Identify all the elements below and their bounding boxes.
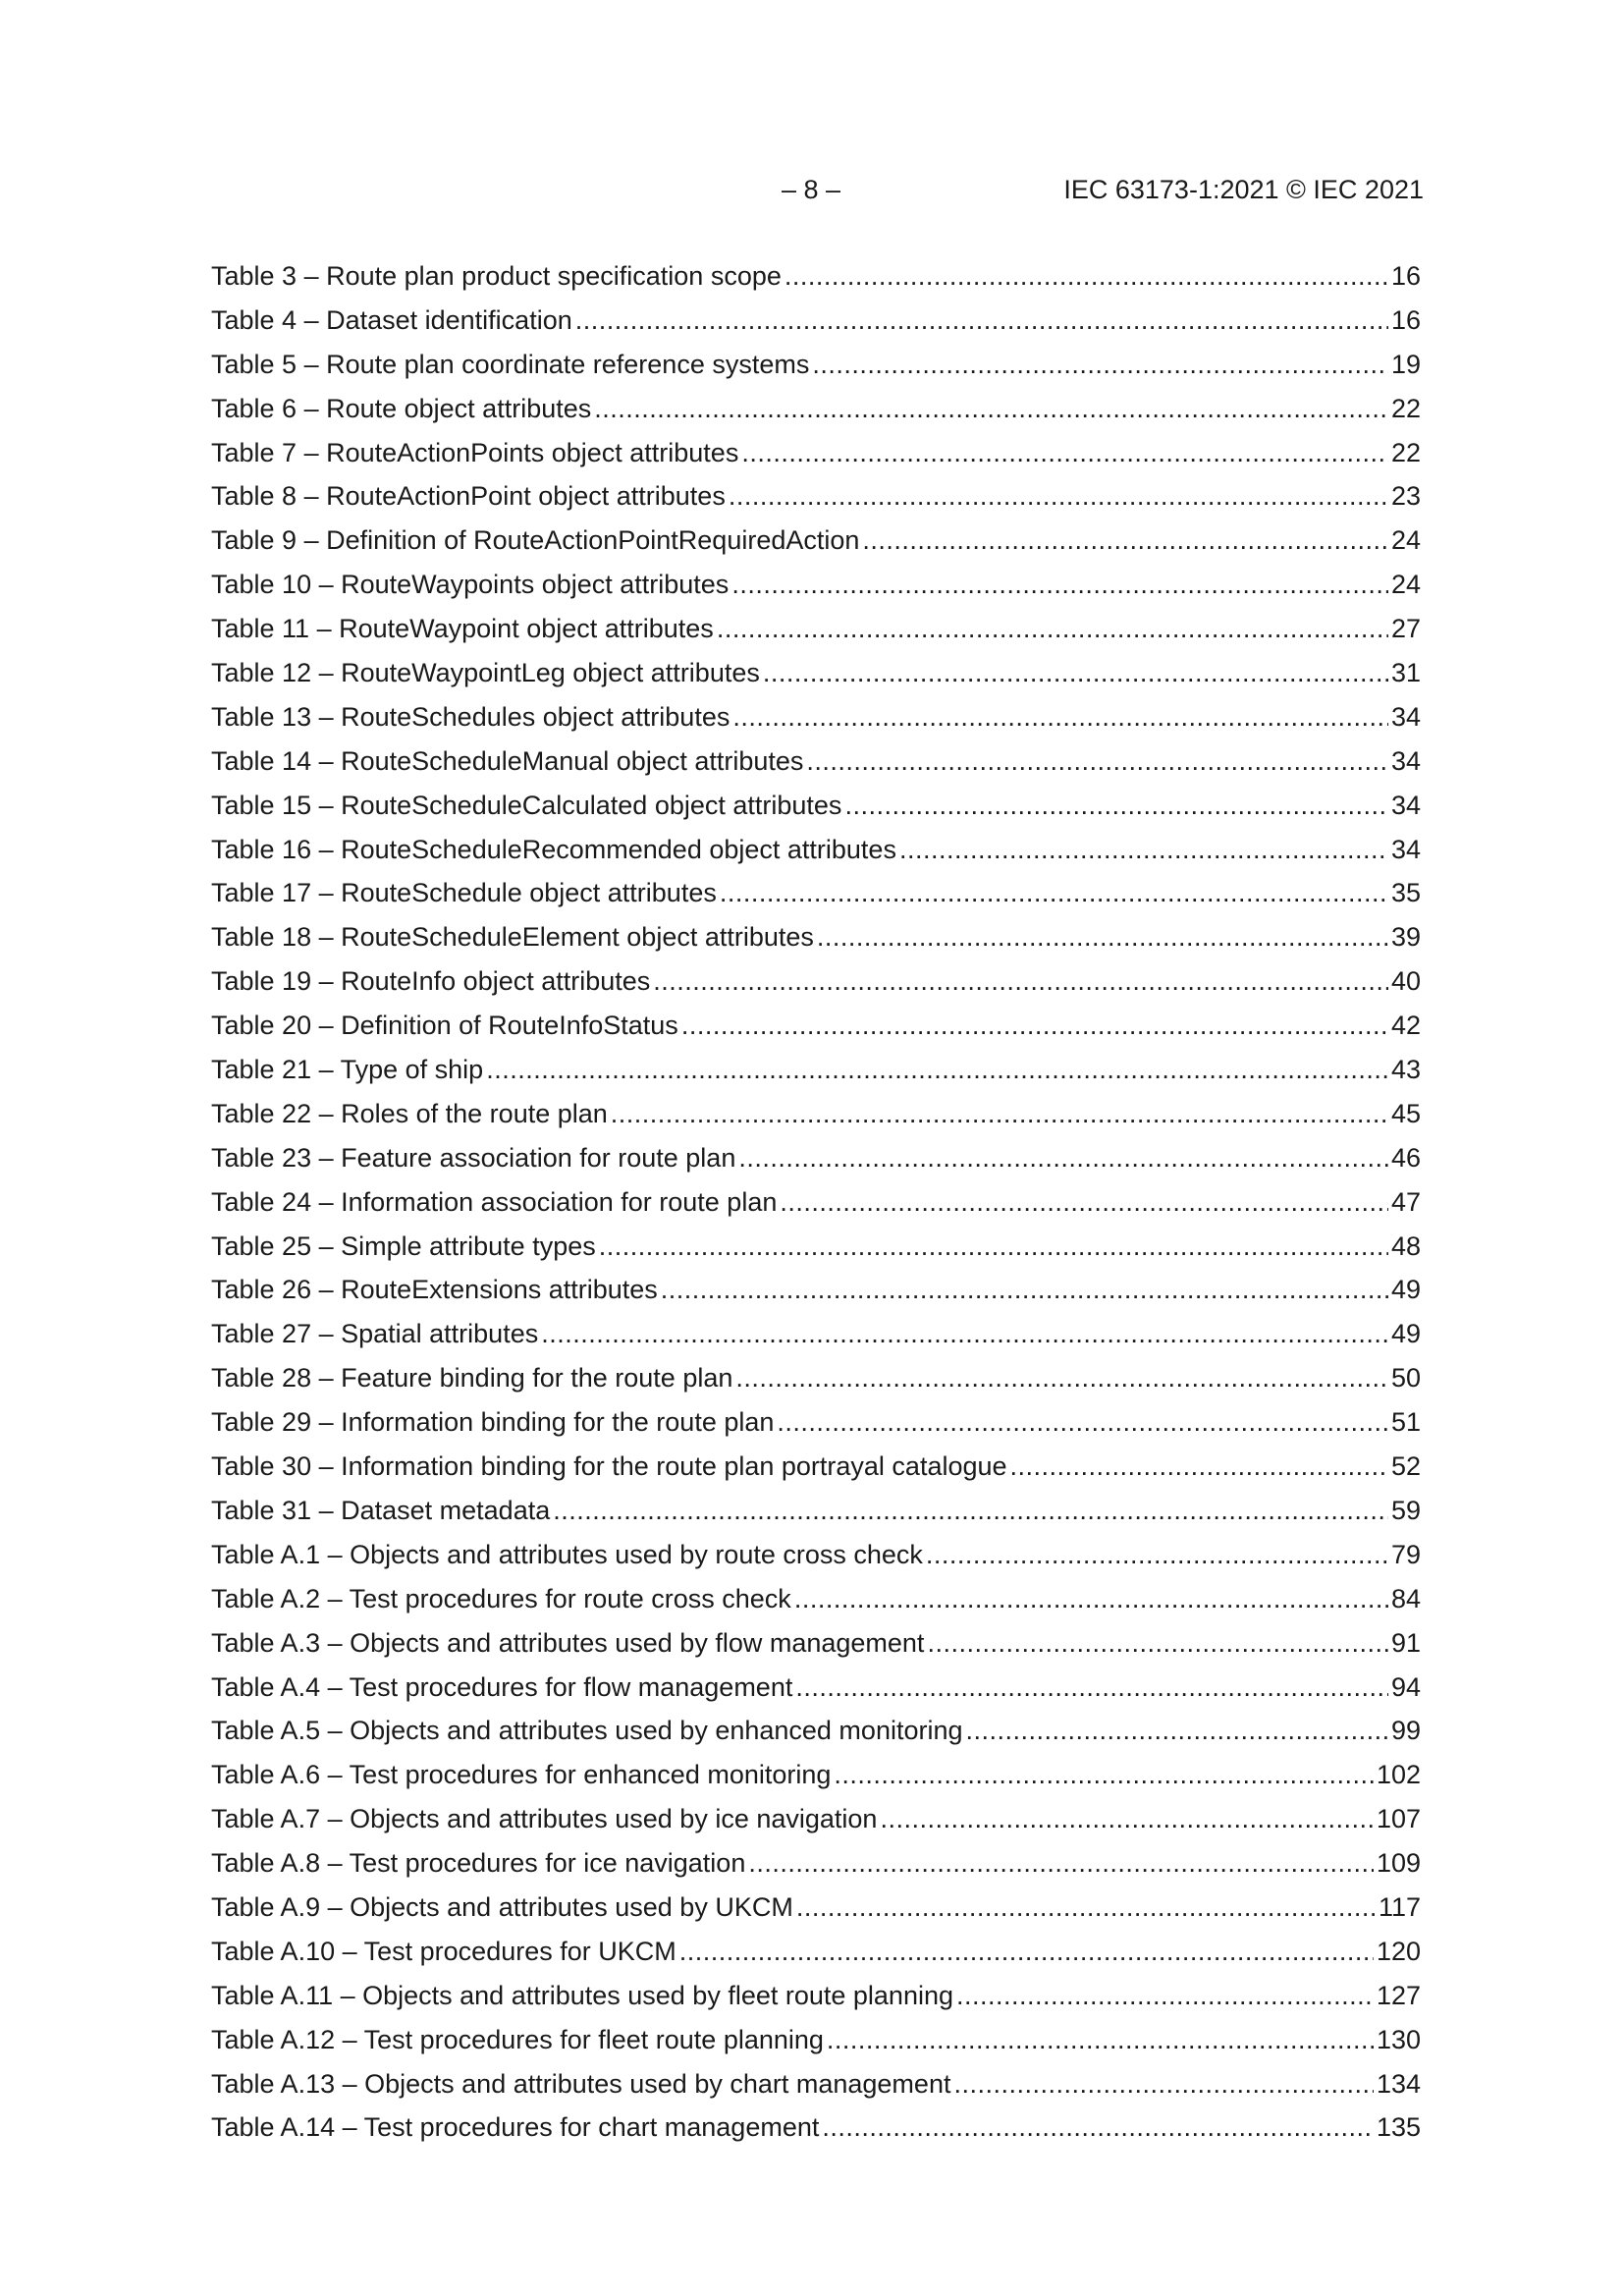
toc-dot-leader bbox=[732, 695, 1388, 739]
toc-entry-title: Table 23 – Feature association for route plan bbox=[211, 1142, 736, 1173]
toc-entry[interactable] bbox=[211, 2062, 1421, 2106]
toc-entry-page: 50 bbox=[1390, 1363, 1421, 1394]
toc-entry[interactable] bbox=[211, 1136, 1421, 1180]
toc-entry-title: Table 31 – Dataset metadata bbox=[211, 1495, 551, 1525]
toc-entry-title: Table 22 – Roles of the route plan bbox=[211, 1098, 608, 1128]
toc-entry-title: Table 11 – RouteWaypoint object attributes bbox=[211, 614, 714, 644]
toc-entry-page: 130 bbox=[1376, 2024, 1421, 2054]
toc-entry[interactable] bbox=[211, 959, 1421, 1004]
toc-dot-leader bbox=[735, 1356, 1388, 1400]
toc-entry[interactable] bbox=[211, 607, 1421, 651]
toc-entry[interactable] bbox=[211, 1577, 1421, 1621]
toc-entry[interactable] bbox=[211, 1753, 1421, 1797]
toc-entry-page: 24 bbox=[1390, 525, 1421, 556]
toc-entry[interactable] bbox=[211, 915, 1421, 959]
toc-entry-page: 24 bbox=[1390, 570, 1421, 600]
toc-entry-title: Table 9 – Definition of RouteActionPointRequiredAction bbox=[211, 525, 860, 556]
toc-entry-title: Table 21 – Type of ship bbox=[211, 1055, 484, 1085]
toc-entry-page: 46 bbox=[1390, 1142, 1421, 1173]
toc-entry-page: 22 bbox=[1390, 437, 1421, 467]
toc-entry-title: Table 10 – RouteWaypoints object attributes bbox=[211, 570, 730, 600]
toc-entry-page: 120 bbox=[1376, 1936, 1421, 1966]
toc-dot-leader bbox=[817, 915, 1388, 959]
toc-dot-leader bbox=[594, 387, 1388, 431]
toc-entry-title: Table 30 – Information binding for the route plan portrayal catalogue bbox=[211, 1451, 1007, 1482]
toc-dot-leader bbox=[806, 739, 1388, 784]
toc-entry[interactable] bbox=[211, 519, 1421, 563]
toc-entry[interactable] bbox=[211, 1004, 1421, 1048]
toc-entry-title: Table A.2 – Test procedures for route cross check bbox=[211, 1583, 791, 1613]
toc-entry[interactable] bbox=[211, 474, 1421, 519]
toc-dot-leader bbox=[661, 1268, 1388, 1312]
toc-entry-title: Table 18 – RouteScheduleElement object attributes bbox=[211, 922, 814, 953]
toc-entry-page: 19 bbox=[1390, 349, 1421, 379]
toc-entry-title: Table A.7 – Objects and attributes used by ice navigation bbox=[211, 1804, 878, 1834]
toc-dot-leader bbox=[780, 1180, 1388, 1225]
toc-dot-leader bbox=[927, 1621, 1388, 1666]
toc-entry-page: 59 bbox=[1390, 1495, 1421, 1525]
page-number: – 8 – bbox=[782, 175, 841, 204]
toc-entry[interactable] bbox=[211, 1445, 1421, 1489]
toc-entry-title: Table A.3 – Objects and attributes used by flow management bbox=[211, 1627, 925, 1658]
toc-dot-leader bbox=[599, 1225, 1388, 1269]
toc-entry[interactable] bbox=[211, 828, 1421, 872]
toc-dot-leader bbox=[553, 1489, 1388, 1533]
toc-entry-page: 39 bbox=[1390, 922, 1421, 953]
toc-dot-leader bbox=[575, 299, 1388, 343]
toc-dot-leader bbox=[748, 1841, 1374, 1886]
toc-dot-leader bbox=[741, 431, 1388, 475]
toc-dot-leader bbox=[827, 2018, 1374, 2062]
toc-entry-title: Table 15 – RouteScheduleCalculated object attributes bbox=[211, 790, 842, 820]
toc-entry-title: Table 24 – Information association for route plan bbox=[211, 1186, 778, 1217]
toc-entry-title: Table A.10 – Test procedures for UKCM bbox=[211, 1936, 676, 1966]
toc-entry-title: Table 12 – RouteWaypointLeg object attributes bbox=[211, 658, 760, 688]
toc-entry-title: Table 16 – RouteScheduleRecommended object attributes bbox=[211, 834, 896, 864]
document-reference: IEC 63173-1:2021 © IEC 2021 bbox=[1063, 175, 1424, 204]
toc-entry[interactable] bbox=[211, 1092, 1421, 1136]
toc-entry-title: Table 19 – RouteInfo object attributes bbox=[211, 966, 651, 997]
toc-entry[interactable] bbox=[211, 1709, 1421, 1753]
toc-entry-title: Table 28 – Feature binding for the route plan bbox=[211, 1363, 733, 1394]
toc-entry-title: Table A.6 – Test procedures for enhanced monitoring bbox=[211, 1760, 832, 1790]
toc-entry[interactable] bbox=[211, 1225, 1421, 1269]
toc-dot-leader bbox=[834, 1753, 1374, 1797]
toc-entry[interactable] bbox=[211, 1180, 1421, 1225]
toc-entry-page: 107 bbox=[1376, 1804, 1421, 1834]
toc-entry-title: Table A.5 – Objects and attributes used by enhanced monitoring bbox=[211, 1716, 963, 1746]
toc-entry[interactable] bbox=[211, 1797, 1421, 1841]
toc-dot-leader bbox=[681, 1004, 1388, 1048]
toc-dot-leader bbox=[763, 651, 1388, 695]
toc-entry-title: Table 25 – Simple attribute types bbox=[211, 1230, 596, 1261]
toc-entry-page: 134 bbox=[1376, 2068, 1421, 2099]
toc-entry[interactable] bbox=[211, 431, 1421, 475]
toc-entry[interactable] bbox=[211, 387, 1421, 431]
toc-dot-leader bbox=[611, 1092, 1388, 1136]
toc-dot-leader bbox=[966, 1709, 1388, 1753]
toc-entry-title: Table 3 – Route plan product specification scope bbox=[211, 261, 782, 291]
toc-entry-page: 109 bbox=[1376, 1848, 1421, 1879]
toc-entry-page: 35 bbox=[1390, 878, 1421, 908]
toc-entry-title: Table A.8 – Test procedures for ice navigation bbox=[211, 1848, 746, 1879]
toc-entry[interactable] bbox=[211, 784, 1421, 828]
toc-entry-title: Table A.9 – Objects and attributes used by UKCM bbox=[211, 1891, 793, 1922]
toc-entry-page: 48 bbox=[1390, 1230, 1421, 1261]
toc-entry[interactable] bbox=[211, 1356, 1421, 1400]
toc-dot-leader bbox=[953, 2062, 1373, 2106]
toc-entry-title: Table 5 – Route plan coordinate reference systems bbox=[211, 349, 810, 379]
toc-entry-title: Table 6 – Route object attributes bbox=[211, 393, 592, 423]
toc-entry-page: 94 bbox=[1390, 1671, 1421, 1702]
toc-dot-leader bbox=[956, 1974, 1374, 2018]
toc-entry-page: 127 bbox=[1376, 1980, 1421, 2010]
toc-entry-title: Table 7 – RouteActionPoints object attributes bbox=[211, 437, 739, 467]
toc-entry-title: Table 17 – RouteSchedule object attributes bbox=[211, 878, 717, 908]
toc-dot-leader bbox=[822, 2105, 1374, 2150]
toc-dot-leader bbox=[862, 519, 1388, 563]
toc-dot-leader bbox=[784, 254, 1388, 299]
toc-entry-page: 84 bbox=[1390, 1583, 1421, 1613]
toc-dot-leader bbox=[1010, 1445, 1388, 1489]
toc-entry-page: 27 bbox=[1390, 614, 1421, 644]
toc-entry-page: 43 bbox=[1390, 1055, 1421, 1085]
toc-entry-title: Table 13 – RouteSchedules object attributes bbox=[211, 701, 730, 732]
toc-dot-leader bbox=[653, 959, 1388, 1004]
toc-entry[interactable] bbox=[211, 1312, 1421, 1356]
toc-entry-title: Table 8 – RouteActionPoint object attributes bbox=[211, 481, 726, 512]
toc-entry-page: 52 bbox=[1390, 1451, 1421, 1482]
toc-entry-page: 49 bbox=[1390, 1319, 1421, 1349]
toc-entry-page: 102 bbox=[1376, 1760, 1421, 1790]
toc-entry[interactable] bbox=[211, 2105, 1421, 2150]
toc-entry[interactable] bbox=[211, 1268, 1421, 1312]
toc-dot-leader bbox=[899, 828, 1388, 872]
toc-entry-title: Table A.11 – Objects and attributes used by fleet route planning bbox=[211, 1980, 953, 2010]
toc-entry-page: 91 bbox=[1390, 1627, 1421, 1658]
toc-entry-title: Table 14 – RouteScheduleManual object attributes bbox=[211, 745, 804, 776]
toc-entry[interactable] bbox=[211, 1886, 1421, 1930]
toc-entry-page: 40 bbox=[1390, 966, 1421, 997]
toc-entry-page: 45 bbox=[1390, 1098, 1421, 1128]
toc-dot-leader bbox=[795, 1666, 1388, 1710]
toc-entry-title: Table 26 – RouteExtensions attributes bbox=[211, 1275, 658, 1305]
toc-entry-page: 31 bbox=[1390, 658, 1421, 688]
toc-entry-title: Table A.4 – Test procedures for flow management bbox=[211, 1671, 793, 1702]
toc-entry-page: 117 bbox=[1378, 1891, 1421, 1922]
toc-entry[interactable] bbox=[211, 1400, 1421, 1445]
page-header bbox=[0, 175, 1623, 214]
toc-entry-page: 42 bbox=[1390, 1011, 1421, 1041]
toc-entry-page: 34 bbox=[1390, 790, 1421, 820]
toc-entry[interactable] bbox=[211, 1974, 1421, 2018]
toc-entry[interactable] bbox=[211, 1841, 1421, 1886]
toc-dot-leader bbox=[777, 1400, 1388, 1445]
toc-entry[interactable] bbox=[211, 2018, 1421, 2062]
toc-entry[interactable] bbox=[211, 299, 1421, 343]
toc-entry-page: 16 bbox=[1390, 261, 1421, 291]
toc-entry-title: Table A.13 – Objects and attributes used by chart management bbox=[211, 2068, 951, 2099]
toc-entry-page: 23 bbox=[1390, 481, 1421, 512]
toc-entry[interactable] bbox=[211, 1621, 1421, 1666]
toc-entry-page: 79 bbox=[1390, 1539, 1421, 1569]
toc-dot-leader bbox=[720, 871, 1388, 915]
toc-entry-page: 34 bbox=[1390, 745, 1421, 776]
toc-entry-title: Table 20 – Definition of RouteInfoStatus bbox=[211, 1011, 678, 1041]
toc-entry-page: 47 bbox=[1390, 1186, 1421, 1217]
toc-dot-leader bbox=[729, 474, 1388, 519]
toc-entry[interactable] bbox=[211, 343, 1421, 387]
toc-entry-title: Table A.14 – Test procedures for chart management bbox=[211, 2112, 820, 2143]
toc-dot-leader bbox=[738, 1136, 1388, 1180]
toc-dot-leader bbox=[541, 1312, 1388, 1356]
toc-dot-leader bbox=[926, 1533, 1388, 1577]
toc-entry[interactable] bbox=[211, 563, 1421, 607]
toc-entry[interactable] bbox=[211, 1666, 1421, 1710]
toc-entry-page: 49 bbox=[1390, 1275, 1421, 1305]
toc-entry-title: Table 4 – Dataset identification bbox=[211, 304, 572, 335]
toc-entry-page: 16 bbox=[1390, 304, 1421, 335]
toc-dot-leader bbox=[812, 343, 1388, 387]
toc-dot-leader bbox=[880, 1797, 1374, 1841]
toc-entry[interactable] bbox=[211, 254, 1421, 299]
toc-entry-page: 34 bbox=[1390, 834, 1421, 864]
toc-dot-leader bbox=[717, 607, 1388, 651]
toc-entry[interactable] bbox=[211, 1048, 1421, 1092]
toc-entry-title: Table 29 – Information binding for the route plan bbox=[211, 1407, 775, 1438]
toc-entry-page: 99 bbox=[1390, 1716, 1421, 1746]
toc-entry[interactable] bbox=[211, 1930, 1421, 1974]
toc-dot-leader bbox=[731, 563, 1388, 607]
toc-entry-title: Table A.1 – Objects and attributes used by route cross check bbox=[211, 1539, 923, 1569]
toc-entry[interactable] bbox=[211, 651, 1421, 695]
toc-dot-leader bbox=[679, 1930, 1374, 1974]
toc-entry-page: 34 bbox=[1390, 701, 1421, 732]
toc-entry[interactable] bbox=[211, 1533, 1421, 1577]
toc-entry[interactable] bbox=[211, 739, 1421, 784]
toc-entry[interactable] bbox=[211, 695, 1421, 739]
toc-dot-leader bbox=[486, 1048, 1388, 1092]
toc-entry[interactable] bbox=[211, 1489, 1421, 1533]
toc-dot-leader bbox=[794, 1577, 1388, 1621]
toc-dot-leader bbox=[796, 1886, 1376, 1930]
toc-entry-title: Table A.12 – Test procedures for fleet route planning bbox=[211, 2024, 824, 2054]
toc-entry-page: 22 bbox=[1390, 393, 1421, 423]
toc-entry[interactable] bbox=[211, 871, 1421, 915]
toc-entry-page: 51 bbox=[1390, 1407, 1421, 1438]
toc-entry-title: Table 27 – Spatial attributes bbox=[211, 1319, 539, 1349]
toc-entry-page: 135 bbox=[1376, 2112, 1421, 2143]
toc-dot-leader bbox=[844, 784, 1388, 828]
list-of-tables bbox=[211, 254, 1421, 2150]
